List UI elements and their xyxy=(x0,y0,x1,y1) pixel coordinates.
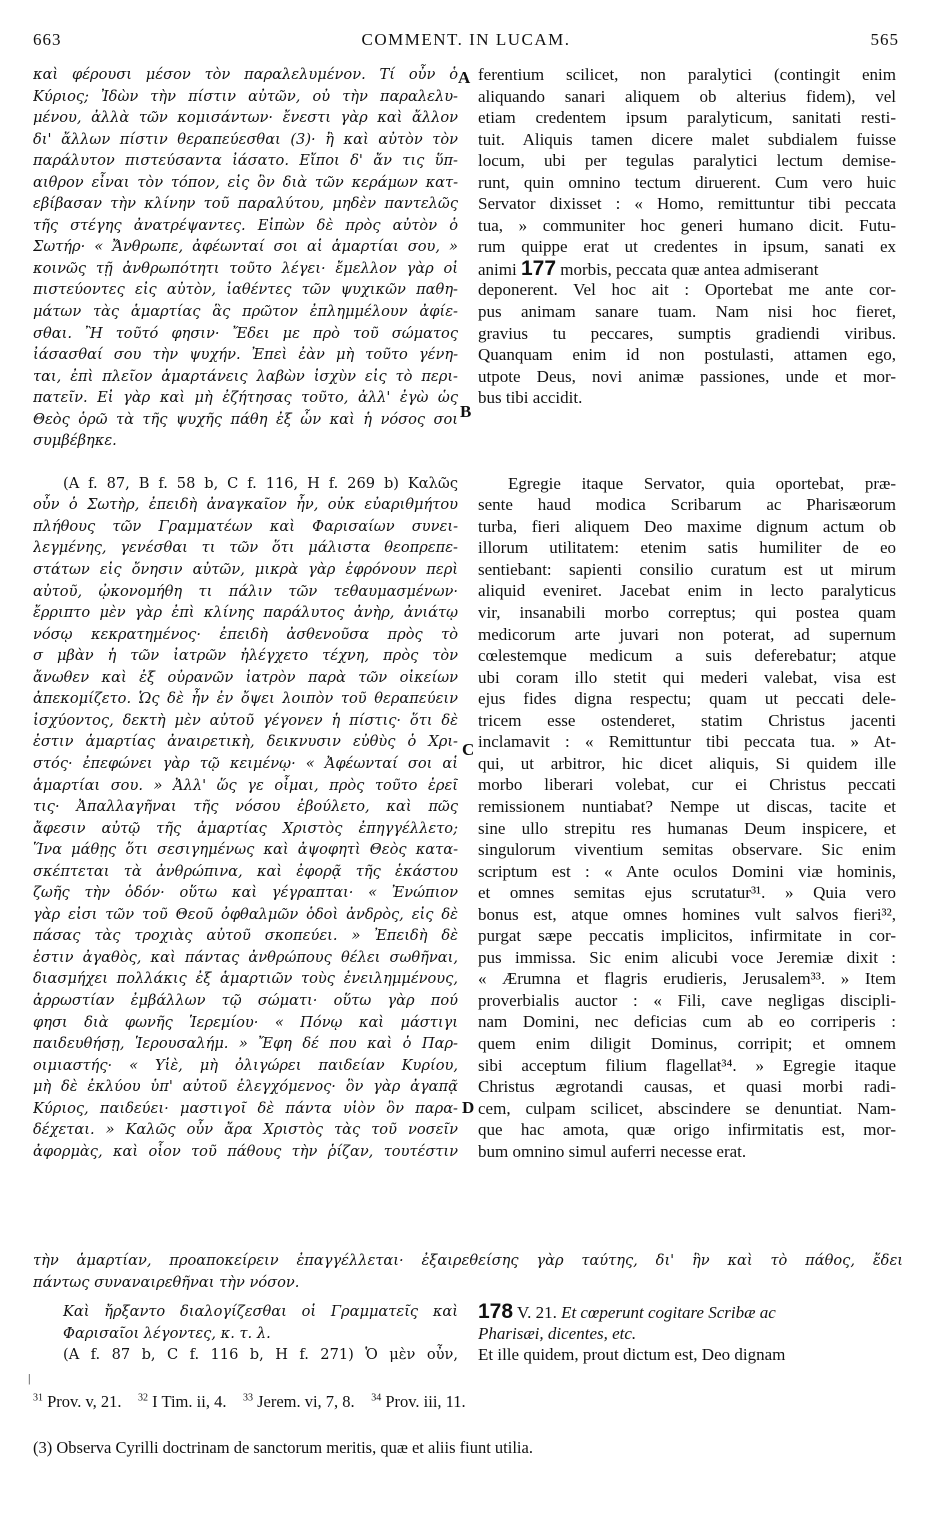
latin-text-line: aliquando sanari aliquem ob alterius fidem), vel xyxy=(478,86,896,106)
greek-text-line: μάτων τὰς ἁμαρτίας ἃς πρῶτον ἐπλημμέλουν ἀφίε- xyxy=(33,303,458,321)
latin-lemma-block xyxy=(478,1300,896,1365)
latin-text-line: Quanquam enim id non postulasti, attamen ego, xyxy=(478,345,896,365)
footnote-31 xyxy=(33,1392,122,1411)
greek-text-line: ἐστιν ἀγαθὸς, καὶ πάντας ἀνθρώπους θέλει σωθῆναι, xyxy=(33,948,458,966)
greek-text-line: παιδευθήσῃ, Ἱερουσαλήμ. » Ἔφη δέ που καὶ ὁ Παρ- xyxy=(33,1035,458,1053)
greek-text-line: κοινῶς τῇ ἀνθρωπότητι τοῦτο λέγει· ἔμελλον γὰρ οἱ xyxy=(33,259,458,277)
latin-column xyxy=(478,64,896,1162)
footnote-33 xyxy=(243,1392,355,1411)
footnote-number: 32 xyxy=(138,1392,149,1404)
latin-text-line: que hac amota, quæ origo infirmitatis est, mor- xyxy=(478,1120,896,1140)
latin-text-line: cem, culpam scilicet, abscindere se denuntiat. Nam- xyxy=(478,1098,896,1118)
full-width-block xyxy=(33,1250,903,1293)
greek-lemma-line: Καὶ ἤρξαντο διαλογίζεσθαι οἱ Γραμματεῖς καὶ xyxy=(63,1303,458,1320)
latin-text-line: rum quippe erat ut credentes in ipsum, sanati ex xyxy=(478,237,896,257)
greek-text-line: συμβέβηκε. xyxy=(33,432,117,450)
greek-text-line: εβίβασαν τὴν κλίνην τοῦ παραλύτου, μηδὲν παντελῶς xyxy=(33,195,458,213)
footnote-text: Jerem. vi, 7, 8. xyxy=(252,1392,355,1411)
greek-text-line: πατεῖν. Εἰ γὰρ καὶ μὴ ἐζήτησας τοῦτο, ἀλλ' ἐγὼ ὡς xyxy=(33,389,458,407)
greek-text-line: νόσῳ κεκρατημένος· ἐπειδὴ ἀσθενοῦσα πρὸς τὸ xyxy=(33,625,458,643)
greek-lemma-line: Φαρισαῖοι λέγοντες, κ. τ. λ. xyxy=(63,1324,271,1342)
greek-lemma-block xyxy=(33,1300,458,1365)
latin-text-line: sente haud modica Scribarum ac Pharisæorum xyxy=(478,495,896,515)
greek-text-line: Ἵνα μάθῃς ὅτι σεσιγημένως καὶ ἀψοφητὶ Θεὸς κατα- xyxy=(33,841,458,859)
latin-text-fragment: morbis, peccata quæ antea admiserant xyxy=(556,259,819,279)
greek-text-line: ἀπεκομίζετο. Ὡς δὲ ἦν ἐν ὄψει λοιπὸν τοῦ θεραπεύειν xyxy=(33,690,458,708)
greek-text-line: αιθρον εἶναι τὸν τόπον, εἰς ὃν διὰ τῶν κεράμων κατ- xyxy=(33,173,458,191)
latin-text-line: utpote Deus, novi animæ passiones, unde et mor- xyxy=(478,366,896,386)
latin-text-line: illorum utilitatem: etenim satis humiliter de eo xyxy=(478,538,896,558)
greek-text-line: γὰρ εἰσι τῶν τοῦ Θεοῦ ὀφθαλμῶν ὁδοὶ ἀνδρὸς, εἰς δὲ xyxy=(33,905,458,923)
latin-text-line: tua, » communiter hoc generi humano dicit. Futu- xyxy=(478,215,896,235)
greek-text-line: φησι διὰ φωνῆς Ἱερεμίου· « Πόνῳ καὶ μάστιγι xyxy=(33,1013,458,1031)
greek-text-line: ται, ἐπὶ πλεῖον ἁμαρτάνεις λαβὼν ἰσχὺν εἰς τὸ περι- xyxy=(33,367,458,385)
greek-text-line: στός· ἐπεφώνει γὰρ τῷ κειμένῳ· « Ἀφέωνταί σοι αἱ xyxy=(33,754,458,772)
latin-text-line: remissionem nuntiabat? Nempe ut discas, tacite et xyxy=(478,796,896,816)
latin-text-line: gravius tu peccares, sumptis gradiendi viribus. xyxy=(478,323,896,343)
margin-marker-a: A xyxy=(458,68,471,87)
latin-text-line: pus animam sanare tuam. Nam nisi hoc fieret, xyxy=(478,302,896,322)
lemma-text: Et cœperunt cogitare Scribæ ac xyxy=(561,1303,776,1322)
footnote-text: Prov. iii, 11. xyxy=(381,1392,466,1411)
margin-marker-c: C xyxy=(462,740,475,759)
editor-note: (3) Observa Cyrilli doctrinam de sanctorum meritis, quæ et aliis fiunt utilia. xyxy=(33,1438,533,1457)
greek-text-line: (A f. 87, B f. 58 b, C f. 116, H f. 269 b) Καλῶς xyxy=(63,474,458,492)
running-title: COMMENT. IN LUCAM. xyxy=(361,30,571,49)
greek-text-line: τῆς στέγης ἀνατρέψαντες. Εἰπὼν δὲ πρὸς αὐτὸν ὁ xyxy=(33,216,458,234)
greek-text-line: στάτων εἰς ὄνησιν αὐτῶν, μικρὰ γὰρ ἐφρόνουν περὶ xyxy=(33,561,458,579)
latin-text-line: qui, ut arbitror, hic dicet aliquis, Si quidem ille xyxy=(478,753,896,773)
greek-text-line: σ μβὰν ἡ τῶν ἰατρῶν ἠλέγχετο τέχνη, πρὸς τὸν xyxy=(33,647,458,665)
latin-text-line: sine ullo strepitu res humanas Deum inspicere, et xyxy=(478,818,896,838)
latin-text-line: ferentium scilicet, non paralytici (contingit enim xyxy=(478,65,896,84)
footnote-number: 31 xyxy=(33,1392,43,1404)
greek-text-line: ἀφορμὰς, καὶ οἷον τοῦ πάθους τὴν ῥίζαν, τουτέστιν xyxy=(33,1142,458,1160)
latin-text-line: deponerent. Vel hoc ait : Oportebat me ante cor- xyxy=(478,280,896,300)
lemma-text-2: Pharisæi, dicentes, etc. xyxy=(478,1323,637,1343)
greek-text-line: μένου, ἀλλὰ τῶν κομισάντων· ἔνεστι γὰρ καὶ ἄλλον xyxy=(33,109,458,127)
greek-text-line: οὖν ὁ Σωτὴρ, ἐπειδὴ ἀναγκαῖον ἦν, οὐκ εὐαριθμήτου xyxy=(33,496,458,514)
latin-text-line xyxy=(478,258,896,280)
latin-lemma-line xyxy=(478,1322,896,1344)
latin-text-line: ejus fides digna respectu; quam ut peccati dele- xyxy=(478,689,896,709)
greek-text-line: δι' ἄλλων πίστιν θεραπεύεσθαι (3)· ἢ καὶ αὐτὸν τὸν xyxy=(33,130,458,148)
latin-text-line: bum omnino simul auferri necesse erat. xyxy=(478,1141,747,1161)
verse-ref: V. 21. xyxy=(513,1303,562,1322)
greek-text-line: αὐτοῦ, ᾠκονομήθη τι πάλιν τῶν τεθαυμασμένων· xyxy=(33,582,458,600)
greek-text-line: πάσας τὰς τροχιὰς αὐτοῦ σκοπεύει. » Ἐπειδὴ δὲ xyxy=(33,927,458,945)
greek-text-line: Σωτήρ· « Ἄνθρωπε, ἀφέωνταί σοι αἱ ἁμαρτίαι σου, » xyxy=(33,238,458,256)
full-width-line-2: πάντως συναναιρεθῆναι τὴν νόσον. xyxy=(33,1273,300,1291)
latin-text-line: medicorum arte juvari non poterat, ad supernum xyxy=(478,624,896,644)
greek-text-line: ἄφεσιν αὐτῷ τῆς ἁμαρτίας Χριστὸς ἐπηγγέλλετο; xyxy=(33,819,458,837)
footnote-number: 34 xyxy=(371,1392,382,1404)
greek-text-line: καὶ φέρουσι μέσον τὸν παραλελυμένον. Τί οὖν ὁ xyxy=(33,66,458,83)
latin-text-line: Egregie itaque Servator, quia oportebat, præ- xyxy=(508,473,896,493)
latin-text-line: cœlestemque medicum a suis deferebatur; atque xyxy=(478,646,896,666)
latin-text-line: « Ærumna et flagris erudieris, Jerusalem³³. » Item xyxy=(478,969,896,989)
latin-text-line: sibi acceptum filium flagellat³⁴. » Egregie itaque xyxy=(478,1055,896,1075)
footnote-32 xyxy=(138,1392,226,1411)
greek-text-line: διασμήχει πολλάκις ἐξ ἁμαρτιῶν τοὺς ἐνειλημμένους, xyxy=(33,970,458,988)
latin-text-line: turba, fieri aliquem Deo maxime dignum actum ob xyxy=(478,516,896,536)
latin-text-line: sentiebant: sapienti consilio curatum est ut mirum xyxy=(478,559,896,579)
greek-text-line: ζωῆς τὴν ὁδόν· οὕτω καὶ γέγραπται· « Ἐνώπιον xyxy=(33,884,458,902)
latin-text-line: vir, insanabili morbo correptus; qui postea quam xyxy=(478,603,896,623)
page-number-left: 663 xyxy=(33,30,62,49)
latin-text-line: tricem esse ostenderet, statim Christus jacenti xyxy=(478,710,896,730)
latin-text-line: runt, quin omnino tectum diruerent. Cum vero huic xyxy=(478,172,896,192)
greek-text-line: πλήθους τῶν Γραμματέων καὶ Φαρισαίων συνει- xyxy=(33,517,458,535)
latin-text-line: proverbialis auctor : « Fili, cave negligas discipli- xyxy=(478,990,896,1010)
full-width-line: τὴν ἁμαρτίαν, προαποκείρειν ἐπαγγέλλεται· ἐξαιρεθείσης γὰρ ταύτης, δι' ἣν καὶ τὸ πάθος, ἔδει xyxy=(33,1252,903,1269)
greek-text-line: Κύριος; Ἰδὼν τὴν πίστιν αὐτῶν, οὐ τὴν παραλελυ- xyxy=(33,87,458,105)
greek-lemma-line: (A f. 87 b, C f. 116 b, H f. 271) Ὁ μὲν οὖν, xyxy=(63,1346,458,1364)
greek-text-line: ἰάσασθαί σου τὴν ψυχήν. Ἐπεὶ ἐὰν μὴ τοῦτο γένη- xyxy=(33,346,458,364)
margin-tick: | xyxy=(28,1371,31,1385)
latin-text-line: aliquid eveniret. Jacebat enim in lecto paralyticus xyxy=(478,581,896,601)
greek-text-line: οιμιαστής· « Υἱὲ, μὴ ὀλιγώρει παιδείαν Κυρίου, xyxy=(33,1056,458,1074)
latin-text-line: pus immissa. Sic enim alicubi voce Jeremiæ dixit : xyxy=(478,947,896,967)
greek-text-line: δέχεται. » Καλῶς οὖν ἄρα Χριστὸς τὰς τοῦ νοσεῖν xyxy=(33,1121,458,1139)
latin-text-line: inclamavit : « Remittuntur tibi peccata tua. » At- xyxy=(478,732,896,752)
latin-text-line: quem enim diligit Dominus, corripit; et omnem xyxy=(478,1033,896,1053)
latin-text-line: ubi coram illo stetit qui mederi valebat, visa est xyxy=(478,667,896,687)
footnotes xyxy=(33,1392,903,1412)
greek-text-line: μὴ δὲ ἐκλύου ὑπ' αὐτοῦ ἐλεγχόμενος· ὃν γὰρ ἀγαπᾷ xyxy=(33,1078,458,1096)
latin-text-line: scriptum est : « Ante oculos Domini viæ hominis, xyxy=(478,861,896,881)
latin-text-line: bonus est, atque omnes homines vult salvos fieri³², xyxy=(478,904,896,924)
latin-text-line: tuit. Aliquis tamen dicere malet subdialem fuisse xyxy=(478,129,896,149)
footnote-text: I Tim. ii, 4. xyxy=(148,1392,227,1411)
latin-text-line: etiam credentem ipsum paralyticum, sanitati resti- xyxy=(478,108,896,128)
latin-text-line: singulorum viventium semitas observare. Sic enim xyxy=(478,840,896,860)
greek-text-line: σκέπτεται τὰ ἀνθρώπινα, καὶ ἐφορᾷ τῆς ἑκάστου xyxy=(33,862,458,880)
footnote-text: Prov. v, 21. xyxy=(43,1392,122,1411)
greek-text-line: ἀρρωστίαν ἐμβάλλων τῷ σώματι· οὕτω γὰρ πού xyxy=(33,991,458,1009)
section-number: 177 xyxy=(520,257,557,280)
latin-lemma-line: Et ille quidem, prout dictum est, Deo dignam xyxy=(478,1345,786,1365)
greek-text-line: σθαι. Ἢ τοῦτό φησιν· Ἔδει με πρὸ τοῦ σώματος xyxy=(33,324,458,342)
latin-text-line: nam Domini, nec deficias cum ab eo corriperis : xyxy=(478,1012,896,1032)
latin-text-line: morbo liberari volebat, cur ei Christus peccati xyxy=(478,775,896,795)
latin-text-fragment: animi xyxy=(478,259,521,279)
latin-text-line: purgat sæpe peccatis implicitos, infirmitate in cor- xyxy=(478,926,896,946)
latin-text-line: Servator dixisset : « Homo, remittuntur tibi peccata xyxy=(478,194,896,214)
greek-text-line: Θεὸς ὁρῶ τὰ τῆς ψυχῆς πάθη ἐξ ὧν καὶ ἡ νόσος σοι xyxy=(33,410,458,428)
section-number: 178 xyxy=(478,1300,514,1322)
greek-text-line: ἐστιν ἁμαρτίας ἀναιρετικὴ, δεικνυσιν εὐθὺς ὁ Χρι- xyxy=(33,733,458,751)
latin-text-line: et omnes semitas ejus scrutatur³¹. » Quia vero xyxy=(478,883,896,903)
greek-text-line: τις· Ἀπαλλαγῆναι τῆς νόσου ἐβούλετο, καὶ πῶς xyxy=(33,798,458,816)
greek-text-line: πιστεύοντες εἰς αὐτὸν, ἰαθέντες τῶν ψυχικῶν παθη- xyxy=(33,281,458,299)
footnote-number: 33 xyxy=(242,1392,253,1404)
margin-marker-b: B xyxy=(460,402,472,421)
page-number-right: 565 xyxy=(870,30,899,49)
greek-column xyxy=(33,64,458,1162)
latin-text-line: bus tibi accidit. xyxy=(478,388,583,408)
running-header xyxy=(33,30,899,56)
greek-text-line: παράλυτον πιστεύσαντα ἰάσατο. Εἴποι δ' ἄν τις ὕπ- xyxy=(33,152,458,170)
margin-marker-d: D xyxy=(462,1098,475,1117)
greek-text-line: ἔρριπτο μὲν γὰρ ἐπὶ κλίνης παράλυτος ἀνὴρ, ἀνιάτῳ xyxy=(33,604,458,622)
latin-lemma-line xyxy=(478,1300,896,1322)
greek-text-line: ἁμαρτίαι σου. » Ἀλλ' ὥς γε οἶμαι, πρὸς τοῦτο ἐρεῖ xyxy=(33,776,458,794)
latin-text-line: locum, ubi per tegulas paralytici lectum demise- xyxy=(478,151,896,171)
greek-text-line: λεγμένης, γενέσθαι τι τῶν ὅτι μάλιστα θεοπρεπε- xyxy=(33,539,458,557)
latin-text-line: Christus ægrotandi causas, et quasi morbi radi- xyxy=(478,1077,896,1097)
greek-text-line: ἰσχύοντος, δεκτὴ μὲν αὐτοῦ γέγονεν ἡ πίστις· ὅτι δὲ xyxy=(33,711,458,729)
greek-text-line: ἄνωθεν καὶ ἐξ οὐρανῶν ἰατρὸν παρὰ τῶν οἰκείων xyxy=(33,668,458,686)
greek-text-line: Κύριος, παιδεύει· μαστιγοῖ δὲ πάντα υἱὸν ὃν παρα- xyxy=(33,1099,458,1117)
footnote-34 xyxy=(371,1392,466,1411)
